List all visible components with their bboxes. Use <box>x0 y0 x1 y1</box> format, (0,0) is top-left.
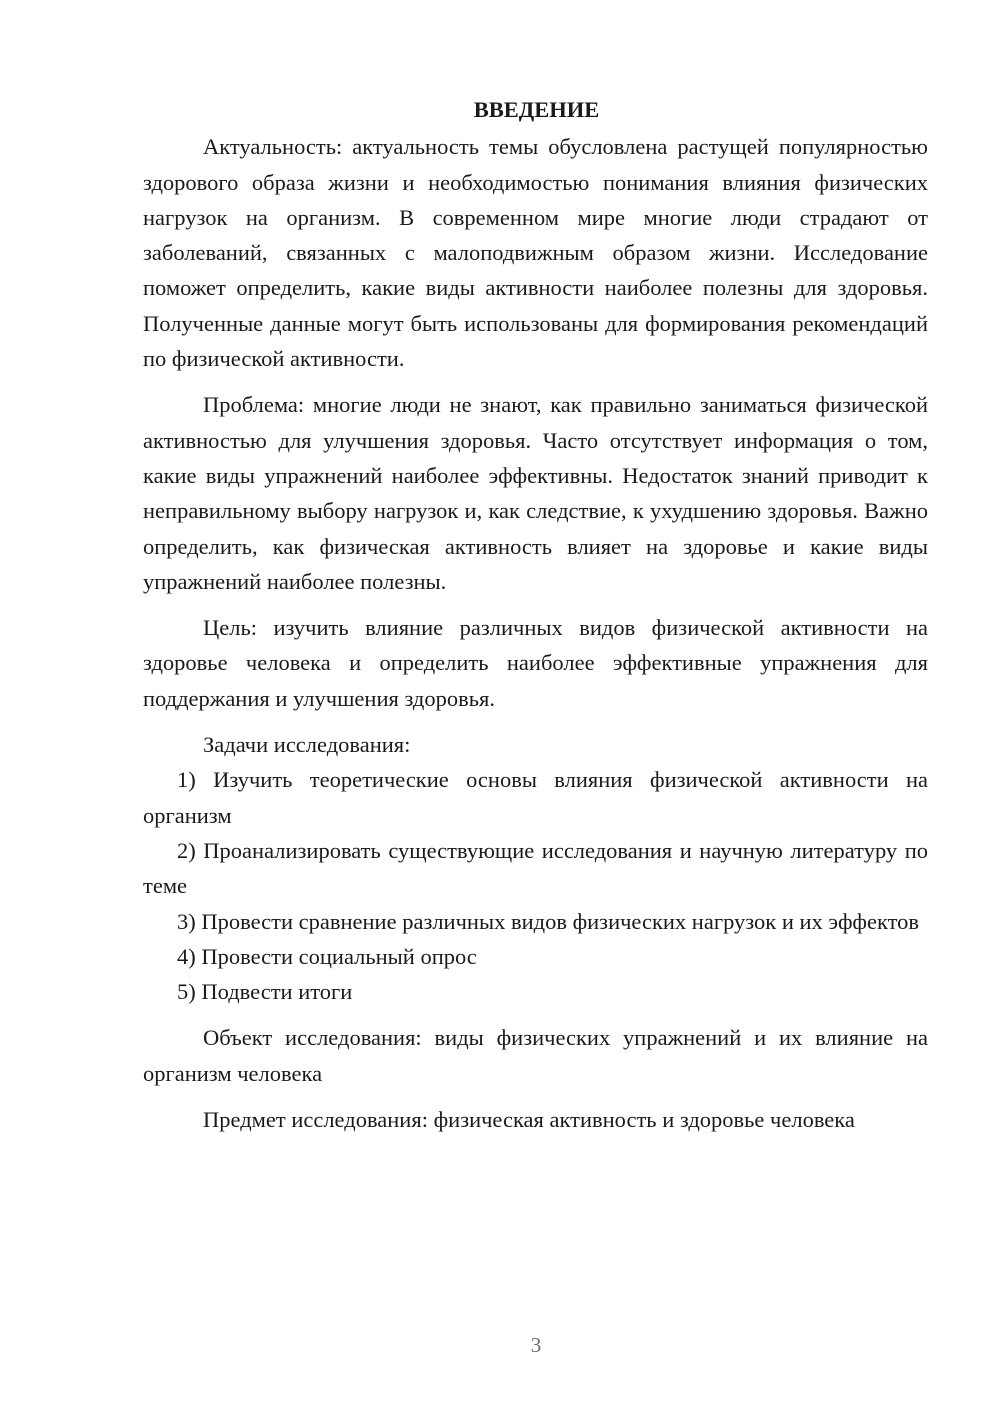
object-paragraph: Объект исследования: виды физических упражнений и их влияние на организм человека <box>143 1025 928 1086</box>
tasks-heading: Задачи исследования: <box>203 732 411 758</box>
task-item: 1) Изучить теоретические основы влияния физической активности на организм <box>143 767 928 828</box>
tasks-list <box>143 762 928 1009</box>
task-item: 2) Проанализировать существующие исследования и научную литературу по теме <box>143 837 928 899</box>
page-title: ВВЕДЕНИЕ <box>473 97 600 122</box>
goal-paragraph: Цель: изучить влияние различных видов физической активности на здоровье человека и определить наиболее эффективные упражнения для поддержания и улучшения здоровья. <box>143 615 928 711</box>
page-number: 3 <box>530 1333 542 1357</box>
problem-paragraph: Проблема: многие люди не знают, как правильно заниматься физической активностью для улучшения здоровья. Часто отсутствует информация о том, какие виды упражнений наиболее эффективны. Недостаток знаний приводит к неправильному выбору нагрузок и, как следствие, к ухудшению здоровья. Важно определить, как физическая активность влияет на здоровье и какие виды упражнений наиболее полезны. <box>143 392 928 594</box>
task-item: 5) Подвести итоги <box>177 979 353 1005</box>
subject-paragraph: Предмет исследования: физическая активность и здоровье человека <box>203 1107 855 1133</box>
relevance-paragraph: Актуальность: актуальность темы обусловлена растущей популярностью здорового образа жизни и необходимостью понимания влияния физических нагрузок на организм. В современном мире многие люди страдают от заболеваний, связанных с малоподвижным образом жизни. Исследование поможет определить, какие виды активности наиболее полезны для здоровья. Полученные данные могут быть использованы для формирования рекомендаций по физической активности. <box>143 134 928 372</box>
task-item: 4) Провести социальный опрос <box>177 943 477 969</box>
document-page <box>143 92 928 1137</box>
task-item: 3) Провести сравнение различных видов физических нагрузок и их эффектов <box>177 908 919 934</box>
